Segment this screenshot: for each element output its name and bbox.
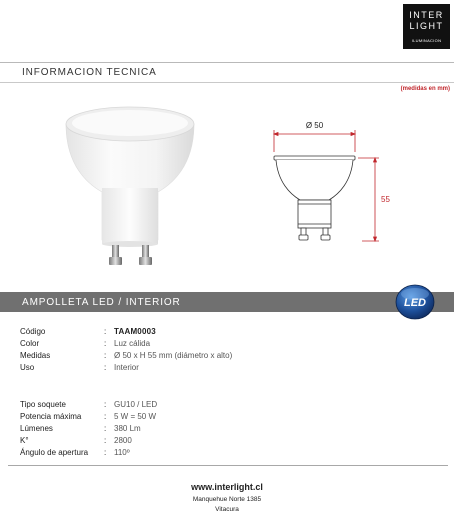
- units-note: (medidas en mm): [400, 86, 450, 92]
- specs-group-primary: [20, 326, 232, 374]
- spec-value-code: TAAM0003: [114, 327, 156, 336]
- spec-row-color: [20, 338, 232, 350]
- spec-value: Ø 50 x H 55 mm (diámetro x alto): [114, 351, 233, 360]
- dimension-diameter-label: Ø 50: [305, 121, 324, 130]
- spec-value: Luz cálida: [114, 339, 151, 348]
- spec-row-dimensions: [20, 350, 232, 362]
- spec-label: Medidas: [20, 351, 51, 360]
- spec-value: GU10 / LED: [114, 400, 158, 409]
- dimension-height-label: 55: [381, 195, 390, 204]
- product-photo: [60, 100, 210, 275]
- address-line-2: Vitacura: [215, 506, 239, 513]
- spec-row-code: [20, 326, 232, 338]
- brand-logo: [403, 4, 450, 49]
- spec-separator: :: [104, 436, 107, 445]
- spec-value: Interior: [114, 363, 139, 372]
- spec-value: 380 Lm: [114, 424, 141, 433]
- spec-separator: :: [104, 424, 107, 433]
- spec-row-lumens: [20, 423, 157, 435]
- spec-value: 5 W = 50 W: [114, 412, 157, 421]
- logo-line-1: INTER: [409, 10, 444, 20]
- spec-label: Color: [20, 339, 40, 348]
- spec-separator: :: [104, 327, 107, 336]
- spec-row-power: [20, 411, 157, 423]
- spec-separator: :: [104, 400, 107, 409]
- technical-drawing: [262, 118, 402, 250]
- spec-label: Uso: [20, 363, 35, 372]
- spec-separator: :: [104, 363, 107, 372]
- website-link[interactable]: www.interlight.cl: [191, 482, 263, 492]
- spec-label: Código: [20, 327, 46, 336]
- spec-value: 2800: [114, 436, 132, 445]
- spec-label: Potencia máxima: [20, 412, 82, 421]
- address-line-1: Manquehue Norte 1385: [192, 496, 262, 503]
- spec-separator: :: [104, 412, 107, 421]
- spec-row-socket: [20, 399, 157, 411]
- top-divider: [0, 62, 454, 63]
- spec-row-color-temperature: [20, 435, 157, 447]
- led-badge-icon: [395, 284, 435, 320]
- logo-line-3: ILUMINACION: [411, 38, 442, 43]
- logo-line-2: LIGHT: [409, 21, 444, 31]
- spec-value: 110º: [114, 448, 130, 457]
- led-badge-text: LED: [404, 297, 426, 309]
- specs-group-technical: [20, 399, 157, 459]
- spec-separator: :: [104, 448, 107, 457]
- section-divider: [0, 82, 454, 83]
- spec-separator: :: [104, 339, 107, 348]
- spec-row-beam-angle: [20, 447, 157, 459]
- spec-label: Lúmenes: [20, 424, 53, 433]
- footer-divider: [8, 465, 448, 466]
- spec-label: K°: [20, 436, 29, 445]
- spec-separator: :: [104, 351, 107, 360]
- product-category-title: AMPOLLETA LED / INTERIOR: [22, 297, 181, 308]
- spec-row-use: [20, 362, 232, 374]
- footer: [0, 481, 454, 515]
- section-title: INFORMACION TECNICA: [22, 67, 157, 78]
- spec-label: Ángulo de apertura: [20, 448, 89, 457]
- spec-label: Tipo soquete: [20, 400, 66, 409]
